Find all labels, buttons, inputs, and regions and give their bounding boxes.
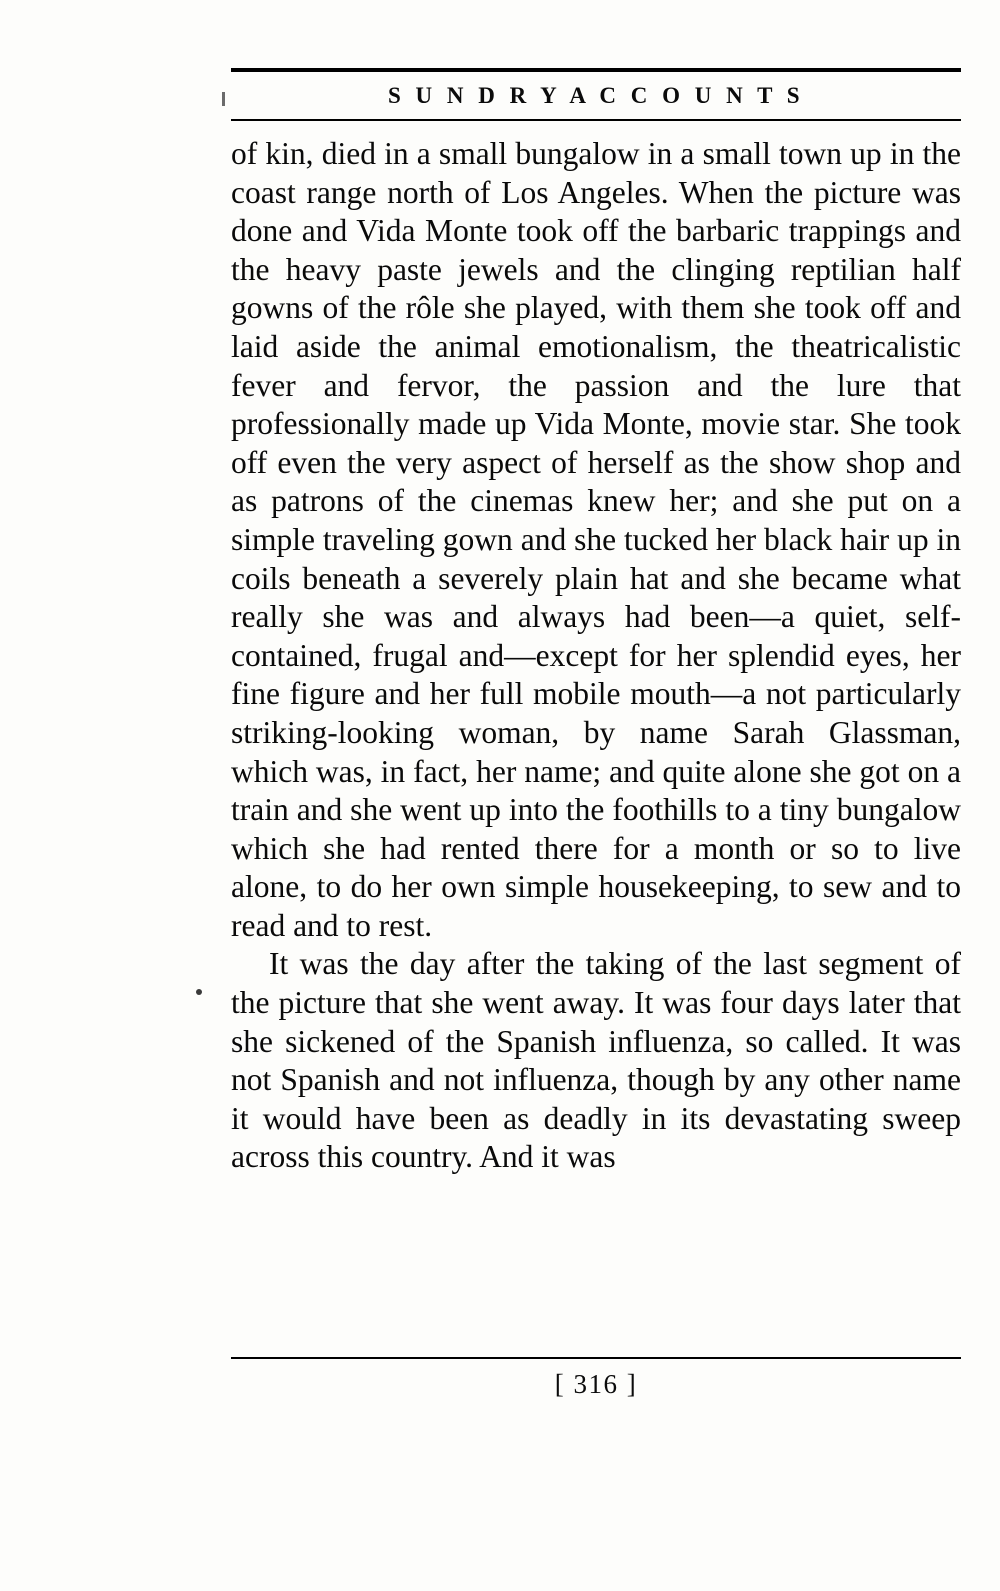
running-head: S U N D R Y A C C O U N T S (387, 83, 805, 108)
margin-mark-middle (196, 989, 202, 995)
header-rule-thin (231, 119, 961, 121)
margin-mark-top (222, 92, 225, 106)
paragraph-continued: of kin, died in a small bungalow in a small town up in the coast range north of Los Angeles. When the picture was done and Vida Monte took off the barbaric trappings and the heavy paste jewels and the clinging reptilian half gowns of the rôle she played, with them she took off and laid aside the animal emotionalism, the theatricalistic fever and fervor, the passion and the lure that professionally made up Vida Monte, movie star. She took off even the very aspect of herself as the show shop and as patrons of the cinemas knew her; and she put on a simple traveling gown and she tucked her black hair up in coils beneath a severely plain hat and she became what really she was and always had been—a quiet, self-contained, frugal and—except for her splendid eyes, her fine figure and her full mobile mouth—a not particularly striking-looking woman, by name Sarah Glassman, which was, in fact, her name; and quite alone she got on a train and she went up into the foothills to a tiny bungalow which she had rented there for a month or so to live alone, to do her own simple housekeeping, to sew and to read and to rest. (231, 136, 961, 943)
page-footer (231, 1357, 961, 1400)
paragraph-next: It was the day after the taking of the last segment of the picture that she went away. It was four days later that she sickened of the Spanish influenza, so called. It was not Spanish and not influenza, though by any other name it would have been as deadly in its devastating sweep across this country. And it was (231, 946, 961, 1175)
page-content (231, 68, 961, 1177)
page-number: [ 316 ] (554, 1369, 638, 1399)
body-text (231, 135, 961, 1177)
